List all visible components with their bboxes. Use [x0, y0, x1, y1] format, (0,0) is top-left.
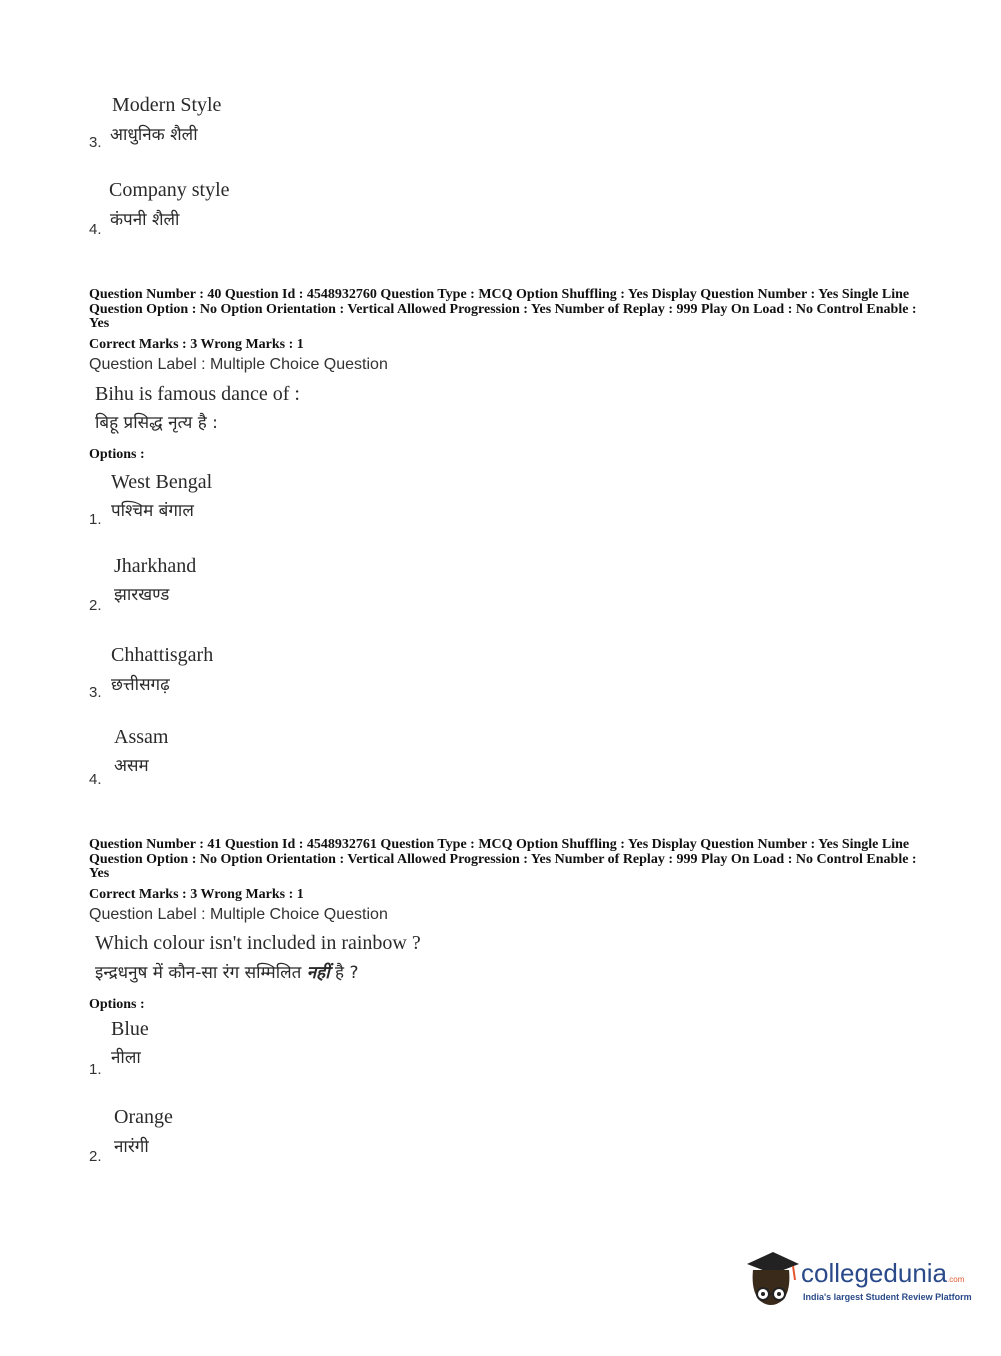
q41-option-2-number: 2. — [89, 1148, 102, 1165]
q41-label: Question Label : Multiple Choice Question — [89, 906, 388, 923]
prev-option-3-number: 3. — [89, 134, 102, 151]
q41-option-2-hi: नारंगी — [114, 1137, 149, 1157]
q41-question-en: Which colour isn't included in rainbow ? — [95, 932, 421, 954]
q40-option-3-hi: छत्तीसगढ़ — [111, 675, 170, 695]
q40-option-2-number: 2. — [89, 597, 102, 614]
prev-option-4-hi: कंपनी शैली — [110, 210, 180, 230]
q40-option-1-number: 1. — [89, 511, 102, 528]
q40-option-1-en: West Bengal — [111, 471, 213, 493]
q41-question-hi-post: है ? — [329, 963, 359, 983]
q41-marks: Correct Marks : 3 Wrong Marks : 1 — [89, 887, 304, 902]
q41-option-1-number: 1. — [89, 1061, 102, 1078]
mascot-icon — [743, 1250, 801, 1314]
q41-question-hi-pre: इन्द्रधनुष में कौन-सा रंग सम्मिलित — [95, 963, 307, 983]
q41-options-heading: Options : — [89, 997, 145, 1012]
q41-question-hi — [95, 960, 358, 983]
q40-option-3-number: 3. — [89, 684, 102, 701]
q40-option-2-hi: झारखण्ड — [114, 585, 170, 605]
collegedunia-logo — [743, 1250, 973, 1320]
q40-option-2-en: Jharkhand — [114, 555, 197, 577]
q40-option-4-number: 4. — [89, 771, 102, 788]
q40-label: Question Label : Multiple Choice Question — [89, 356, 388, 373]
q41-meta: Question Number : 41 Question Id : 4548932761 Question Type : MCQ Option Shuffling : Yes Display Question Number : Yes Single Line Question Option : No Option Orientation : Vertical Allowed Progression : Yes Number of Replay : 999 Play On Load : No Control Enable : Yes — [89, 837, 917, 881]
logo-wordmark: collegedunia.com — [801, 1258, 965, 1288]
q40-question-hi: बिहू प्रसिद्ध नृत्य है : — [95, 413, 218, 433]
q41-question-hi-emphasis: नहीं — [306, 963, 330, 983]
q40-option-4-en: Assam — [114, 726, 169, 748]
q40-meta: Question Number : 40 Question Id : 4548932760 Question Type : MCQ Option Shuffling : Yes Display Question Number : Yes Single Line Question Option : No Option Orientation : Vertical Allowed Progression : Yes Number of Replay : 999 Play On Load : No Control Enable : Yes — [89, 287, 917, 331]
q40-marks: Correct Marks : 3 Wrong Marks : 1 — [89, 337, 304, 352]
q40-option-1-hi: पश्चिम बंगाल — [111, 501, 194, 521]
prev-option-4-number: 4. — [89, 221, 102, 238]
q40-options-heading: Options : — [89, 447, 145, 462]
q40-question-en: Bihu is famous dance of : — [95, 383, 300, 405]
q40-option-3-en: Chhattisgarh — [111, 644, 214, 666]
q40-option-4-hi: असम — [114, 756, 149, 776]
prev-option-3-en: Modern Style — [112, 94, 222, 116]
q41-option-1-hi: नीला — [111, 1048, 141, 1068]
q41-option-2-en: Orange — [114, 1106, 173, 1128]
prev-option-4-en: Company style — [109, 179, 230, 201]
q41-option-1-en: Blue — [111, 1018, 149, 1040]
logo-tagline: India's largest Student Review Platform — [803, 1292, 972, 1302]
prev-option-3-hi: आधुनिक शैली — [110, 125, 198, 145]
logo-suffix: .com — [947, 1275, 965, 1284]
